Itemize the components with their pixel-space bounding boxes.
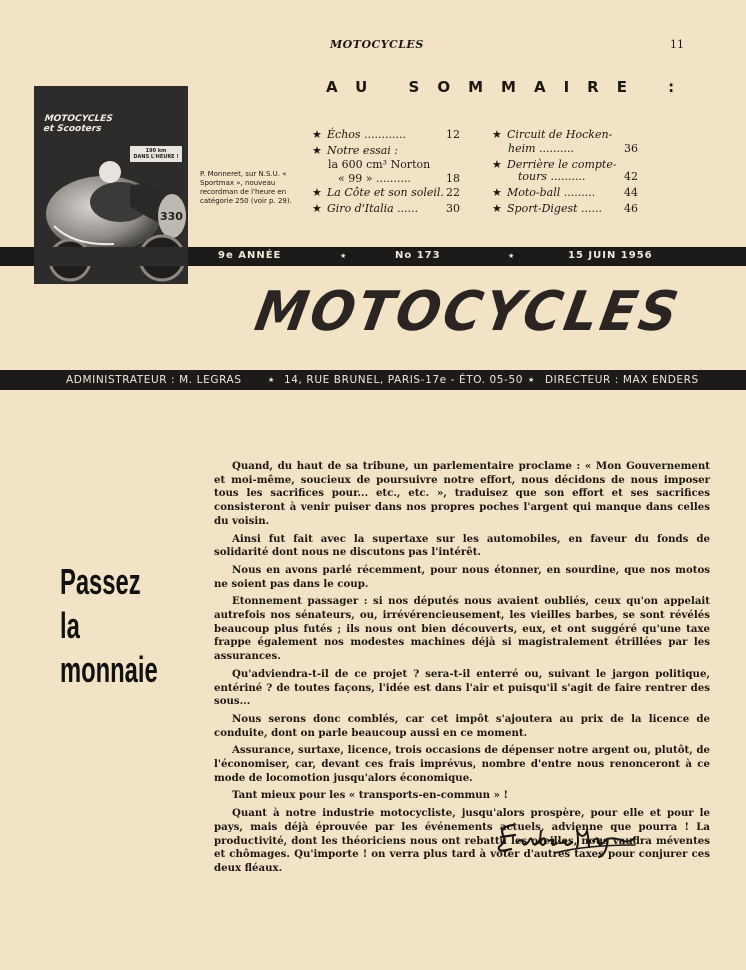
editorial-title-line1: Passez xyxy=(60,561,141,602)
toc-label: tours .......... xyxy=(518,170,586,183)
toc-label: la 600 cm³ Norton xyxy=(328,158,431,171)
toc-label: Giro d'Italia ...... xyxy=(327,202,419,215)
toc-label: Moto-ball ......... xyxy=(507,186,596,199)
cover-title-line2: et Scooters xyxy=(42,124,102,134)
star-icon: ★ xyxy=(312,202,322,215)
issue-year: 9e ANNÉE xyxy=(218,250,282,261)
toc-page: 42 xyxy=(624,170,638,183)
editorial-title xyxy=(60,560,158,692)
star-icon: ★ xyxy=(492,202,502,215)
star-icon: ★ xyxy=(312,144,322,157)
address: 14, RUE BRUNEL, PARIS-17e - ÉTO. 05-50 xyxy=(284,374,524,386)
editorial-title-line2: la xyxy=(60,605,80,646)
running-head: MOTOCYCLES xyxy=(330,38,424,51)
cover-badge-line1: 190 km xyxy=(145,148,167,154)
cover-race-number: 330 xyxy=(160,210,183,223)
article-paragraph: Nous en avons parlé récemment, pour nous étonner, en sourdine, que nos motos ne soient pas dans le coup. xyxy=(214,563,710,590)
toc-page: 12 xyxy=(446,128,460,141)
director: DIRECTEUR : MAX ENDERS xyxy=(545,374,699,386)
star-icon: ★ xyxy=(312,128,322,141)
toc-label: Derrière le compte- xyxy=(507,158,617,171)
cover-photo-edge xyxy=(34,247,188,266)
admin-band xyxy=(0,370,746,390)
sommaire-title: AU SOMMAIRE : xyxy=(326,78,693,96)
issue-date: 15 JUIN 1956 xyxy=(568,250,653,261)
star-icon: ★ xyxy=(528,376,535,384)
toc-label: Circuit de Hocken- xyxy=(507,128,613,141)
cover-title xyxy=(43,114,113,134)
signature-image xyxy=(495,815,645,859)
toc-label: heim .......... xyxy=(508,142,575,155)
toc-label: La Côte et son soleil. xyxy=(327,186,444,199)
toc-page: 22 xyxy=(446,186,460,199)
star-icon: ★ xyxy=(492,158,502,171)
toc-page: 44 xyxy=(624,186,638,199)
page-number: 11 xyxy=(670,38,684,51)
toc-page: 46 xyxy=(624,202,638,215)
article-paragraph: Tant mieux pour les « transports-en-commun » ! xyxy=(232,789,509,802)
article-paragraph: Etonnement passager : si nos députés nous avaient oubliés, ceux qu'on appelait autrefois nos sénateurs, ou, irrévérencieusement, les vieilles barbes, se sont révélés beaucoup plus futés ; ils nous ont bien découverts, eux, et ont suggéré qu'une taxe frappe également nos modestes machines déjà si magistralement étrillées par les assurances. xyxy=(214,595,710,663)
star-icon: ★ xyxy=(492,128,502,141)
article-paragraph: Assurance, surtaxe, licence, trois occasions de dépenser notre argent ou, plutôt, de l'économiser, car, devant ces frais imprévus, nombre d'entre nous renonceront à ce mode de locomotion jusqu'alors économique. xyxy=(214,744,710,784)
star-icon: ★ xyxy=(340,252,348,260)
toc-page: 30 xyxy=(446,202,460,215)
toc-page: 18 xyxy=(446,172,460,185)
cover-caption: P. Monneret, sur N.S.U. « Sportmax », nouveau recordman de l'heure en catégorie 250 (voir p. 29). xyxy=(200,170,292,205)
article-paragraph: Qu'adviendra-t-il de ce projet ? sera-t-il enterré ou, suivant le jargon politique, entériné ? de toutes façons, l'idée est dans l'air et puisqu'il s'agit de faire rentrer des sous... xyxy=(214,667,710,708)
toc-label: « 99 » .......... xyxy=(338,172,411,185)
toc-label: Notre essai : xyxy=(327,144,399,157)
cover-title-line1: MOTOCYCLES xyxy=(44,114,114,124)
article-paragraph: Quant à notre industrie motocycliste, jusqu'alors prospère, pour elle et pour le pays, mais déjà éprouvée par les événements actuels, advienne que pourra ! La productivité, dont les théoriciens nous ont rebattu les oreilles, nous vaudra méventes et chômages. Qu'importe ! on verra plus tard à voter d'autres taxes pour conjurer ces deux fléaux. xyxy=(214,807,710,874)
star-icon: ★ xyxy=(508,252,516,260)
masthead-logo: MOTOCYCLES xyxy=(250,280,686,344)
toc-page: 36 xyxy=(624,142,638,155)
editorial-title-line3: monnaie xyxy=(60,649,158,690)
article-paragraph: Nous serons donc comblés, car cet impôt s'ajoutera au prix de la licence de conduite, dont on parle beaucoup aussi en ce moment. xyxy=(214,712,710,739)
star-icon: ★ xyxy=(492,186,502,199)
cover-badge-line2: DANS L'HEURE ! xyxy=(133,154,179,160)
issue-number: No 173 xyxy=(395,250,441,261)
toc-label: Sport-Digest ...... xyxy=(507,202,603,215)
toc-label: Échos ............ xyxy=(327,128,406,141)
star-icon: ★ xyxy=(268,376,275,384)
administrator: ADMINISTRATEUR : M. LEGRAS xyxy=(66,374,242,386)
article-paragraph: Ainsi fut fait avec la supertaxe sur les automobiles, en faveur du fonds de solidarité dont nous ne discutons pas l'intérêt. xyxy=(214,532,710,559)
article-paragraph: Quand, du haut de sa tribune, un parlementaire proclame : « Mon Gouvernement et moi-même, soucieux de poursuivre notre effort, nous décidons de nous imposer tous les sacrifices pour... etc., etc. », traduisez que son effort et ses sacrifices consisteront à venir puiser dans nos propres poches l'argent qui manque dans celles du voisin. xyxy=(214,460,710,527)
star-icon: ★ xyxy=(312,186,322,199)
